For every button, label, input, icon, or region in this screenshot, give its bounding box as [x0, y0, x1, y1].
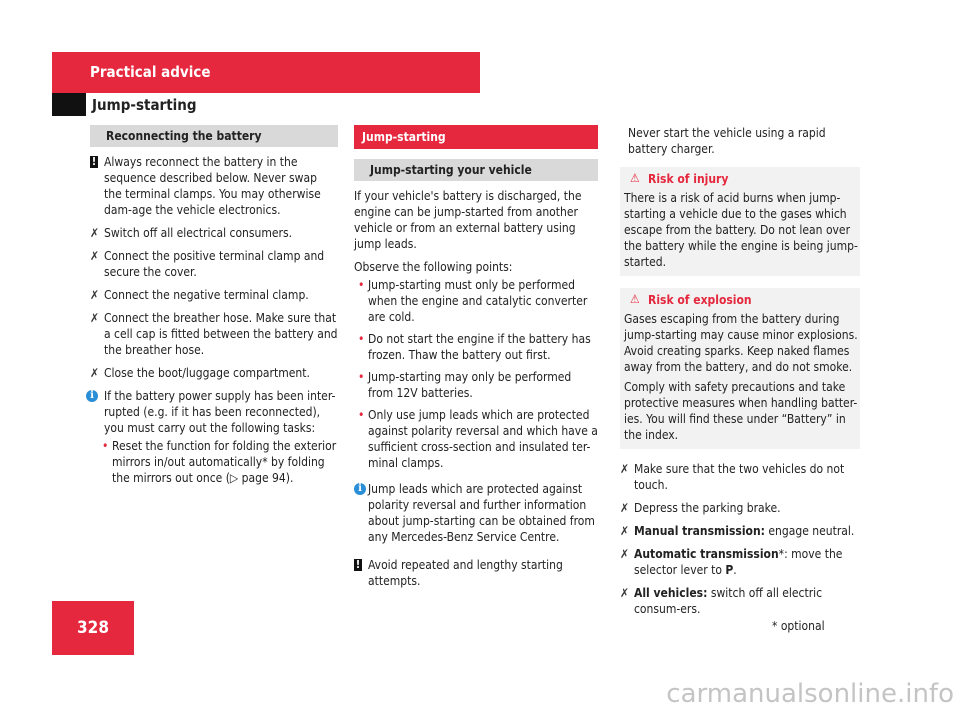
footnote: * optional	[772, 619, 825, 633]
jump-starting-title: Jump-starting your vehicle	[354, 159, 598, 181]
header-marker	[52, 93, 86, 116]
arrow-icon: ✗	[90, 366, 100, 380]
injury-warning-box	[620, 167, 860, 276]
list-item: • Do not start the engine if the battery has frozen. Thaw the battery out first.	[358, 332, 591, 362]
arrow-icon: ✗	[620, 586, 630, 600]
injury-title: ⚠ Risk of injury	[630, 171, 729, 186]
explosion-text: Gases escaping from the battery during jump-starting may cause minor explosions. Avoid creating sparks. Keep naked flames away from the battery, and do not smoke.	[624, 312, 858, 374]
bullet-icon: •	[102, 439, 109, 453]
step: ✗ Manual transmission: engage neutral.	[620, 524, 855, 538]
bullet-icon: •	[358, 370, 365, 384]
arrow-icon: ✗	[90, 226, 100, 240]
step: ✗ Automatic transmission*: move the selector lever to P.	[620, 547, 843, 577]
arrow-icon: ✗	[620, 462, 630, 476]
step: ✗ Make sure that the two vehicles do not touch.	[620, 462, 845, 492]
step: ✗ All vehicles: switch off all electric consum-ers.	[620, 586, 823, 616]
step: ✗ Depress the parking brake.	[620, 501, 781, 515]
jump-starting-banner: Jump-starting	[354, 125, 598, 149]
watermark: carmanualsonline.info	[666, 679, 954, 709]
arrow-icon: ✗	[620, 501, 630, 515]
intro-text: If your vehicle's battery is discharged, the engine can be jump-started from another vehicle or from an external battery using jump leads.	[354, 189, 582, 251]
warning-triangle-icon: ⚠	[630, 292, 640, 306]
list-item: • Reset the function for folding the exterior mirrors in/out automatically* by folding the mirrors out once (▷ page 94).	[102, 439, 337, 485]
step: ✗ Switch off all electrical consumers.	[90, 226, 293, 240]
column-2	[354, 125, 598, 596]
step: ✗ Connect the negative terminal clamp.	[90, 288, 309, 302]
info-note: i Jump leads which are protected against polarity reversal and further information about jump-starting can be obtained from any Mercedes-Benz Service Centre.	[354, 481, 598, 545]
arrow-icon: ✗	[620, 524, 630, 538]
points-list	[358, 277, 598, 471]
list-item: • Jump-starting may only be performed from 12V batteries.	[358, 370, 572, 400]
column-3	[620, 125, 860, 624]
step: ✗ Connect the breather hose. Make sure that a cell cap is fitted between the battery and the breather hose.	[90, 311, 338, 357]
arrow-icon: ✗	[620, 547, 630, 561]
warning-icon: !	[91, 155, 97, 168]
section-header	[52, 52, 480, 93]
column-1	[90, 125, 338, 488]
arrow-icon: ✗	[90, 288, 100, 302]
subsection-title: Jump-starting	[92, 96, 197, 114]
warning-note: ! Always reconnect the battery in the sequence described below. Never swap the terminal clamps. You may otherwise dam-age the vehicle electronics.	[91, 155, 321, 217]
info-note: i If the battery power supply has been inter-rupted (e.g. if it has been reconnected), you must carry out the following tasks:	[90, 388, 338, 436]
explosion-warning-box	[620, 288, 860, 449]
bullet-icon: •	[358, 332, 365, 346]
page-number: 328	[52, 601, 134, 655]
info-icon: i	[86, 390, 98, 402]
reconnecting-title: Reconnecting the battery	[90, 125, 338, 147]
bullet-icon: •	[358, 278, 365, 292]
explosion-text-2: Comply with safety precautions and take protective measures when handling batter-ies. You will find these under “Battery” in the index.	[624, 380, 858, 442]
step: ✗ Close the boot/luggage compartment.	[90, 366, 310, 380]
list-item: • Jump-starting must only be performed when the engine and catalytic converter are cold.	[358, 278, 588, 324]
info-icon: i	[354, 483, 366, 495]
list-item: • Only use jump leads which are protected against polarity reversal and which have a sufficient cross-section and insulated ter-minal clamps.	[358, 408, 598, 470]
step: ✗ Connect the positive terminal clamp and secure the cover.	[90, 249, 325, 279]
charger-note: Never start the vehicle using a rapid battery charger.	[628, 126, 826, 156]
injury-text: There is a risk of acid burns when jump-starting a vehicle due to the gases which escape from the battery. Do not lean over the battery while the engine is being jump-started.	[624, 191, 858, 269]
explosion-title: ⚠ Risk of explosion	[630, 292, 752, 307]
arrow-icon: ✗	[90, 311, 100, 325]
section-title: Practical advice	[90, 63, 211, 81]
warning-icon: !	[355, 558, 361, 571]
warning-triangle-icon: ⚠	[630, 171, 640, 185]
arrow-icon: ✗	[90, 249, 100, 263]
info-sublist	[102, 438, 338, 486]
warning-note: ! Avoid repeated and lengthy starting attempts.	[355, 558, 563, 588]
bullet-icon: •	[358, 408, 365, 422]
observe-text: Observe the following points:	[354, 260, 513, 274]
